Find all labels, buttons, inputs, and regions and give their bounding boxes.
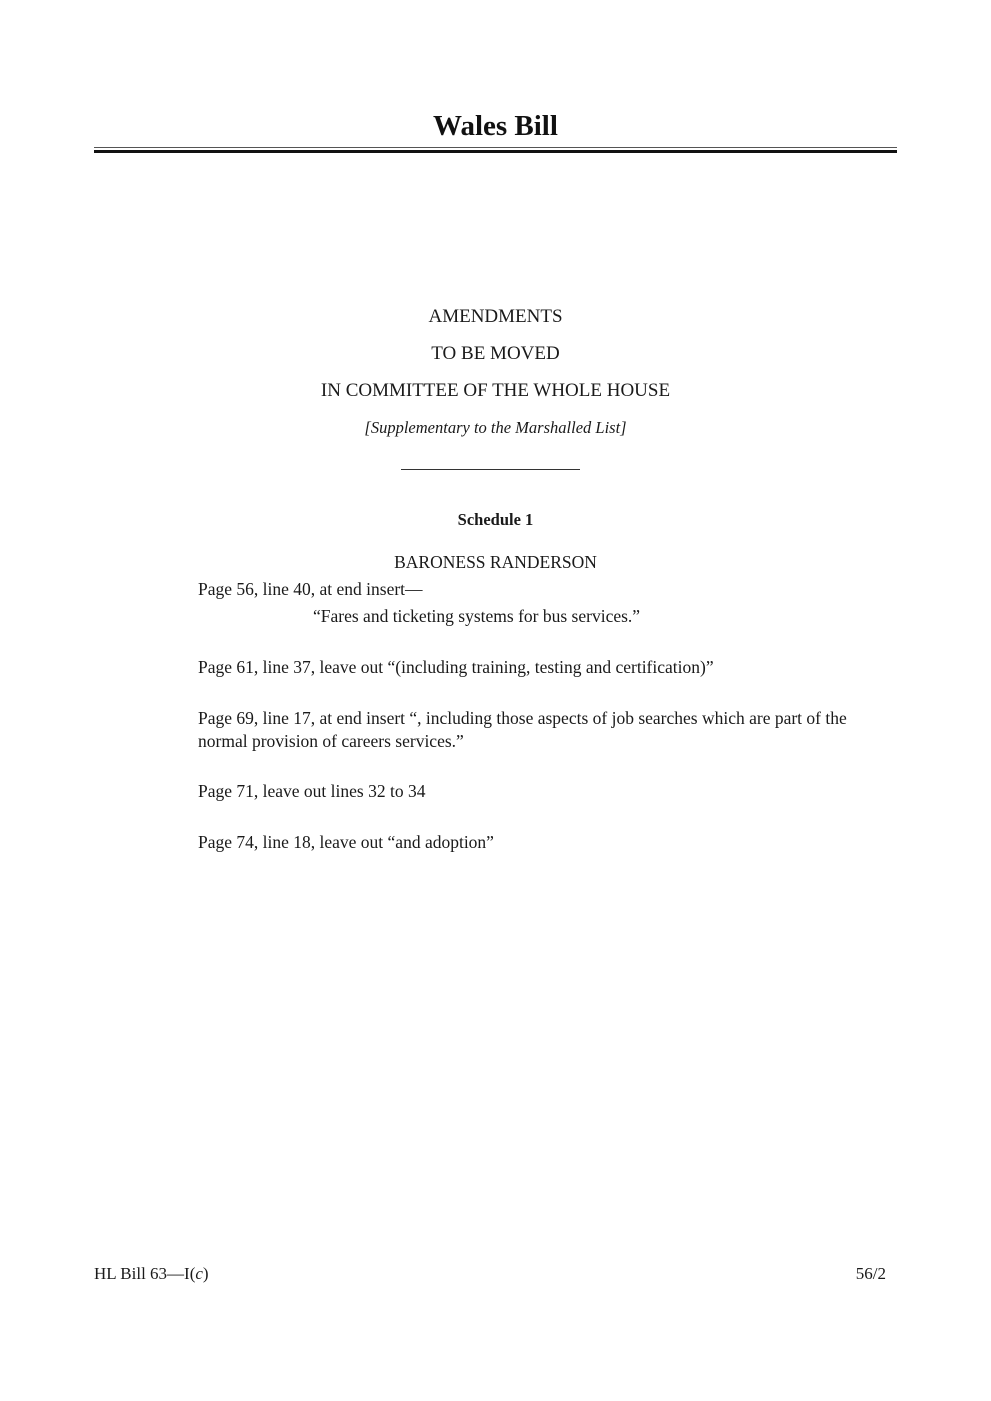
heading-to-be-moved: TO BE MOVED [431,343,560,364]
heading-committee: IN COMMITTEE OF THE WHOLE HOUSE [320,380,671,401]
amendment-2: Page 61, line 37, leave out “(including training, testing and certification)” [198,657,714,677]
bill-reference-italic: c [195,1264,203,1283]
bill-reference-prefix: HL Bill 63—I( [94,1264,196,1283]
amendment-4: Page 71, leave out lines 32 to 34 [198,781,426,801]
amendment-1: Page 56, line 40, at end insert— [198,579,423,599]
page-reference: 56/2 [855,1264,886,1283]
schedule-title: Schedule 1 [457,510,534,529]
title-rule-thick [94,150,897,153]
amendment-5: Page 74, line 18, leave out “and adoption” [198,832,494,852]
member-name: BARONESS RANDERSON [394,552,597,572]
heading-amendments: AMENDMENTS [428,306,563,327]
bill-reference-suffix: ) [202,1264,209,1283]
title-rule-thin [94,147,897,148]
document-title: Wales Bill [433,110,558,142]
heading-subtitle: [Supplementary to the Marshalled List] [364,418,627,437]
section-divider [401,469,580,470]
amendment-3: Page 69, line 17, at end insert “, including those aspects of job searches which are part of the normal provision of careers services.” [198,708,847,751]
amendment-1-insert: “Fares and ticketing systems for bus services.” [313,606,641,626]
bill-reference [94,1263,209,1285]
